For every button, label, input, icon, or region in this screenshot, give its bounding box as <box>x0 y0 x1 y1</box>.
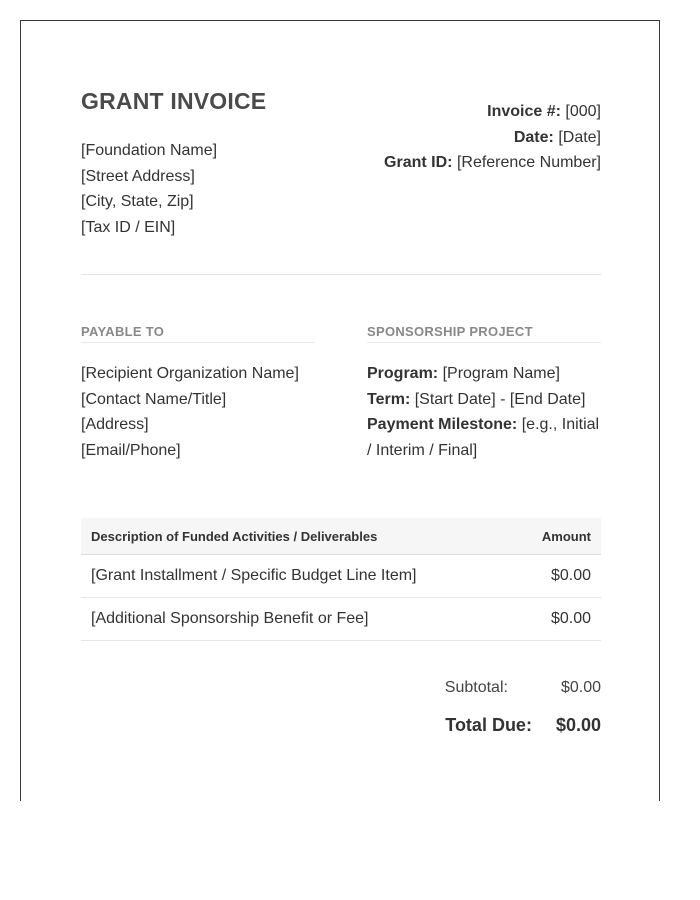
term-line <box>367 387 601 413</box>
line-item-description: [Additional Sponsorship Benefit or Fee] <box>91 610 369 627</box>
invoice-date-line <box>384 125 601 151</box>
payment-milestone-label: Payment Milestone: <box>367 416 518 434</box>
invoice-date-label: Date: <box>513 128 554 146</box>
recipient-email-phone: [Email/Phone] <box>81 442 181 460</box>
sponsorship-project-heading: SPONSORSHIP PROJECT <box>367 324 601 343</box>
table-header <box>81 518 601 555</box>
table-row <box>81 598 601 641</box>
recipient-address: [Address] <box>81 416 149 434</box>
line-items-table <box>81 518 601 641</box>
foundation-name: [Foundation Name] <box>81 142 218 159</box>
invoice-title: GRANT INVOICE <box>81 88 267 114</box>
foundation-tax-id: [Tax ID / EIN] <box>81 219 176 237</box>
invoice-number-line <box>384 99 601 125</box>
payment-milestone-line <box>367 412 601 463</box>
grant-id-label: Grant ID: <box>384 154 453 172</box>
invoice-meta <box>384 99 601 176</box>
invoice-page <box>20 20 660 801</box>
total-due-value: $0.00 <box>555 714 601 735</box>
sponsorship-project-section <box>367 324 601 464</box>
program-label: Program: <box>367 365 439 382</box>
invoice-date-value: [Date] <box>558 128 601 146</box>
term-value: [Start Date] - [End Date] <box>414 390 586 408</box>
total-due-row <box>341 712 601 738</box>
header-divider <box>81 274 601 275</box>
foundation-address <box>81 138 217 241</box>
line-item-amount: $0.00 <box>550 567 591 584</box>
term-label: Term: <box>367 390 411 408</box>
totals-block <box>341 675 601 738</box>
payment-milestone-value: [e.g., Initial / Interim / Final] <box>367 416 600 460</box>
total-due-label: Total Due: <box>445 714 532 735</box>
table-row <box>81 555 601 598</box>
payable-to-body <box>81 361 315 464</box>
subtotal-value: $0.00 <box>560 679 601 696</box>
line-item-description: [Grant Installment / Specific Budget Line Item] <box>91 567 417 584</box>
recipient-contact: [Contact Name/Title] <box>81 390 227 408</box>
invoice-number-value: [000] <box>565 103 601 120</box>
program-value: [Program Name] <box>442 365 560 382</box>
recipient-organization: [Recipient Organization Name] <box>81 365 299 382</box>
grant-id-line <box>384 150 601 176</box>
invoice-number-label: Invoice #: <box>487 103 561 120</box>
foundation-city: [City, State, Zip] <box>81 193 194 211</box>
program-line <box>367 361 601 387</box>
foundation-street: [Street Address] <box>81 167 195 185</box>
description-column-header: Description of Funded Activities / Deliverables <box>91 528 378 544</box>
subtotal-row <box>341 675 601 701</box>
amount-column-header: Amount <box>541 528 591 544</box>
line-item-amount: $0.00 <box>550 610 591 627</box>
subtotal-label: Subtotal: <box>444 679 508 696</box>
payable-to-heading: PAYABLE TO <box>81 324 315 343</box>
grant-id-value: [Reference Number] <box>456 154 601 172</box>
sponsorship-project-body <box>367 361 601 464</box>
payable-to-section <box>81 324 315 464</box>
